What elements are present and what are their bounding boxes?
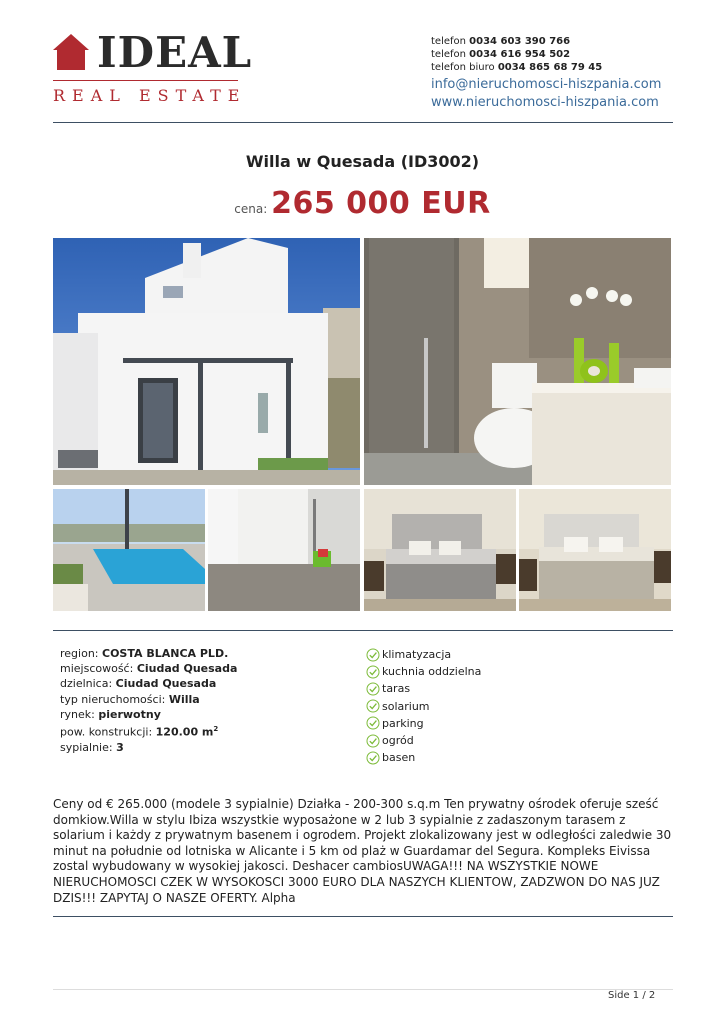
check-icon [366, 734, 380, 748]
logo-divider [53, 80, 238, 81]
photo-pool[interactable] [53, 489, 205, 611]
feature-item: taras [366, 680, 481, 697]
detail-town: miejscowość: Ciudad Quesada [60, 662, 238, 676]
property-details [60, 646, 237, 755]
logo-wordmark: IDEAL [97, 28, 253, 77]
photos-divider [53, 630, 673, 631]
header-divider [53, 122, 673, 123]
photo-terrace[interactable] [208, 489, 360, 611]
feature-item: ogród [366, 732, 481, 749]
check-icon [366, 699, 380, 713]
footer-divider [53, 989, 673, 990]
detail-bedrooms: sypialnie: 3 [60, 740, 124, 754]
feature-item: basen [366, 749, 481, 766]
check-icon [366, 751, 380, 765]
feature-item: solarium [366, 698, 481, 715]
detail-market: rynek: pierwotny [60, 707, 161, 721]
property-description: Ceny od € 265.000 (modele 3 sypialnie) Działka - 200-300 s.q.m Ten prywatny ośrodek oferuje sześć domkiow.Willa w stylu Ibiza wszystkie wyposażone w 2 lub 3 sypialnie z zadaszonym tarasem z solarium i każdy z prywatnym basenem i ogrodem. Projekt zlokalizowany jest w odległości zaledwie 30 minut na południe od lotniska w Alicante i 5 km od plaż w Guardamar del Segura. Kompleks Eivissa zostal wybudowany w wysokiej jakosci. Deshacer cambiosUWAGA!!! NA WSZYSTKIE NOWE NIERUCHOMOSCI CZEK W WYSOKOSCI 3000 EURO DLA NASZYCH KLIENTOW, ZADZWON DO NAS JUZ DZIS!!! ZAPYTAJ O NASZE OFERTY. Alpha [53, 797, 672, 905]
photo-bedroom-2[interactable] [519, 489, 671, 611]
listing-title: Willa w Quesada (ID3002) [245, 152, 480, 171]
price-row [0, 186, 725, 221]
description-divider [53, 916, 673, 917]
feature-item: kuchnia oddzielna [366, 663, 481, 680]
contact-phone-2: telefon 0034 616 954 502 [431, 49, 571, 60]
logo-subtitle: REAL ESTATE [53, 86, 247, 105]
contact-phone-1: telefon 0034 603 390 766 [431, 36, 571, 47]
price-value: 265 000 EUR [271, 186, 491, 221]
detail-region: region: COSTA BLANCA PLD. [60, 647, 229, 660]
check-icon [366, 665, 380, 679]
check-icon [366, 648, 380, 662]
check-icon [366, 716, 380, 730]
check-icon [366, 682, 380, 696]
page-number: Side 1 / 2 [608, 990, 656, 1001]
feature-item: parking [366, 715, 481, 732]
contact-website-link[interactable]: www.nieruchomosci-hiszpania.com [431, 95, 659, 110]
contact-phone-office: telefon biuro 0034 865 68 79 45 [431, 62, 603, 73]
photo-villa-exterior[interactable] [53, 238, 360, 485]
detail-district: dzielnica: Ciudad Quesada [60, 677, 217, 691]
contact-email-link[interactable]: info@nieruchomosci-hiszpania.com [431, 77, 662, 92]
photo-bathroom[interactable] [364, 238, 671, 485]
feature-item: klimatyzacja [366, 646, 481, 663]
logo-house-icon [53, 34, 89, 70]
features-list [366, 646, 481, 766]
detail-area: pow. konstrukcji: 120.00 $m^2$ [60, 725, 219, 739]
price-label: cena: [234, 202, 272, 216]
detail-type: typ nieruchomości: Willa [60, 692, 200, 706]
photo-bedroom-1[interactable] [364, 489, 516, 611]
